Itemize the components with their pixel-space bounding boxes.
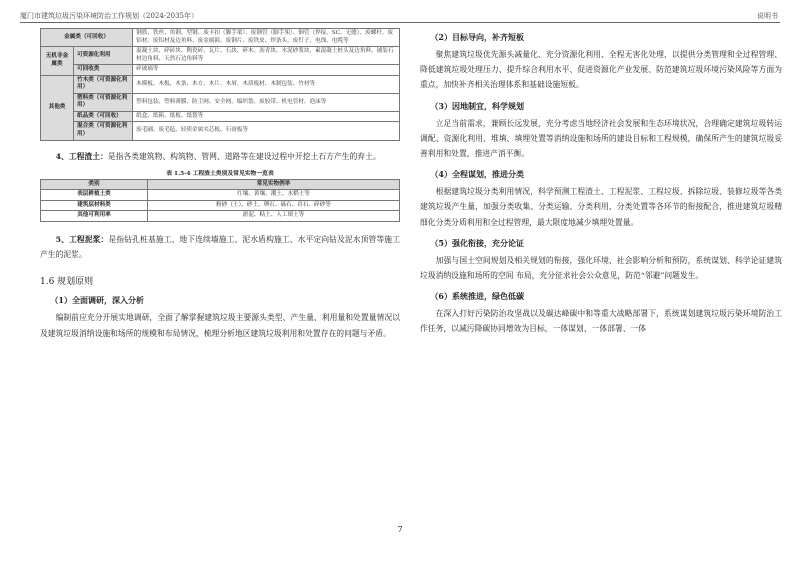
table-cell-description: 塑料包装、塑料薄膜、防尘网、安全网、编织袋、废胶带、机电管材、泡沫等 <box>133 93 400 111</box>
waste-classification-table <box>40 28 400 141</box>
paragraph-text: 是指各类建筑物、构筑物、管网、道路等在建设过程中开挖土石方产生的弃土。 <box>107 151 381 161</box>
left-column <box>40 28 400 341</box>
table-cell: 淤泥、粘土、人工填土等 <box>148 211 400 222</box>
section-heading: 1.6 规划原则 <box>40 277 94 288</box>
principle-heading: （6）系统推进，绿色低碳 <box>430 291 524 302</box>
page-header-right: 说明书 <box>757 12 778 20</box>
table-header-row <box>41 179 400 190</box>
principle-text: 聚焦建筑垃圾优先源头减量化、充分资源化利用、全程无害化处理，以提供分类管理和全过程管理、降低建筑垃圾处理压力、提升综合利用水平、促进资源化产业发展、防范建筑垃圾环境污染风险等方面为重点，加快补齐相关治理体系和基础设施短板。 <box>420 50 782 90</box>
table-cell-description: 碎玻璃等 <box>133 65 400 76</box>
table-row <box>41 47 400 65</box>
table-row <box>41 190 400 201</box>
table-cell-description: 木模板、木板、木条、木方、木片、木屑、木质板材、木制包装、竹材等 <box>133 75 400 93</box>
page-header-left: 厦门市建筑垃圾污染环境防治工作规划（2024-2035年） <box>20 12 198 20</box>
table-row <box>41 65 400 76</box>
right-column <box>420 28 782 337</box>
table-cell-description: 钢筋、铁丝、角钢、型钢、废卡扣（脚手架）、废钢管（脚手架）、铜管（焊接、SC、无缝）、废螺杆、废铝材、废铝材及边角料、废金属箍、废钢片、废铁皮、焊条头、废钉子、电线、电缆等 <box>133 29 400 47</box>
table-row <box>41 122 400 140</box>
principle-heading: （5）强化衔接，充分论证 <box>430 237 524 248</box>
table-caption: 表 1.5-4 工程渣土类别及常见实物一览表 <box>166 170 274 177</box>
table-header-cell: 常见实物例举 <box>148 179 400 190</box>
table-cell-subcategory: 竹木类（可资源化利用） <box>74 75 133 93</box>
table-cell: 建筑层材料类 <box>41 200 148 211</box>
table-row <box>41 200 400 211</box>
page-number: 7 <box>397 525 403 534</box>
table-cell: 粉砂（土）、砂土、卵石、砾石、岩石、碎砂等 <box>148 200 400 211</box>
paragraph-text: 是指钻孔桩基施工、地下连续墙施工、泥水盾构施工、水平定向钻及泥水顶管等施工产生的泥浆。 <box>40 234 400 260</box>
table-row <box>41 75 400 93</box>
table-cell-category: 其他类 <box>41 75 74 140</box>
principle-heading: （1）全面调研，深入分析 <box>50 295 144 306</box>
table-row <box>41 111 400 122</box>
table-cell-subcategory: 混合类（可资源化利用） <box>74 122 133 140</box>
paragraph-engineering-muck <box>40 149 400 164</box>
header-rule <box>20 22 780 23</box>
paragraph-label: 4、工程渣土： <box>55 151 108 161</box>
table-row <box>41 211 400 222</box>
principle-heading: （3）因地制宜，科学规划 <box>430 100 524 111</box>
table-row <box>41 29 400 47</box>
paragraph-engineering-slurry <box>40 232 400 262</box>
table-cell: 红壤、黄壤、潮土、水稻土等 <box>148 190 400 201</box>
table-row <box>41 93 400 111</box>
principle-text: 在深入打好污染防治攻坚战以及碳达峰碳中和等重大战略部署下，系统谋划建筑垃圾污染环境防治工作任务，以减污降碳协同增效为目标，一体谋划、一体部署、一体 <box>420 309 782 334</box>
table-cell-description: 纸盒、纸箱、纸板、纸袋等 <box>133 111 400 122</box>
muck-types-table <box>40 179 400 222</box>
table-cell-subcategory: 可资源化利用 <box>74 47 133 65</box>
principle-text: 编制前应充分开展实地调研，全面了解掌握建筑垃圾主要源头类型、产生量、利用量和处置量情况以及建筑垃圾消纳设施和场所的规模和布局情况，梳理分析地区建筑垃圾利用和处置存在的问题与矛盾。 <box>40 313 400 338</box>
table-cell-subcategory: 可回收类 <box>74 65 133 76</box>
table-cell: 表层耕植土类 <box>41 190 148 201</box>
principle-text: 根据建筑垃圾分类利用情况，科学预测工程渣土、工程泥浆、工程垃圾、拆除垃圾、装修垃圾等各类建筑垃圾产生量，加强分类收集、分类运输、分类利用、分类处置等各环节的衔接配合，推进建筑垃圾精细化分类分质利用和全过程管理，最大限度地减少填埋处置量。 <box>420 187 782 227</box>
table-cell: 其他可利用率 <box>41 211 148 222</box>
table-cell-category: 金属类（可回收） <box>41 29 133 47</box>
paragraph-label: 5、工程泥浆： <box>55 234 109 244</box>
principle-text: 立足当前需求，兼顾长远发展，充分考虑当地经济社会发展和生态环境状况，合理确定建筑垃圾转运调配、资源化利用、堆填、填埋处置等消纳设施和场所的建设目标和工程规模，确保所产生的建筑垃圾妥善利用和处置，推进产消平衡。 <box>420 118 782 159</box>
table-cell-subcategory: 纸品类（可回收） <box>74 111 133 122</box>
table-cell-description: 混凝土块、碎砖块、陶瓷砖、瓦片、石块、碎木、沥青块、水泥砂浆块、素混凝土桩头及边角料、铺装石材边角料、天然石边角料等 <box>133 47 400 65</box>
principle-text: 加强与国土空间规划及相关规划的衔接，强化环境、社会影响分析和预防，系统谋划、科学论证建筑垃圾消纳设施和场所的空间 布局，充分征求社会公众意见，防范“邻避”问题发生。 <box>420 255 782 281</box>
table-header-cell: 类别 <box>41 179 148 190</box>
principle-heading: （2）目标导向，补齐短板 <box>430 32 524 42</box>
table-cell-subcategory: 塑料类（可资源化利用） <box>74 93 133 111</box>
table-cell-category: 无机非金属类 <box>41 47 74 76</box>
principle-heading: （4）全程谋划，推进分类 <box>430 169 524 180</box>
table-cell-description: 废毛刷、废毛毡、轻质金属夹芯板、石膏板等 <box>133 122 400 140</box>
